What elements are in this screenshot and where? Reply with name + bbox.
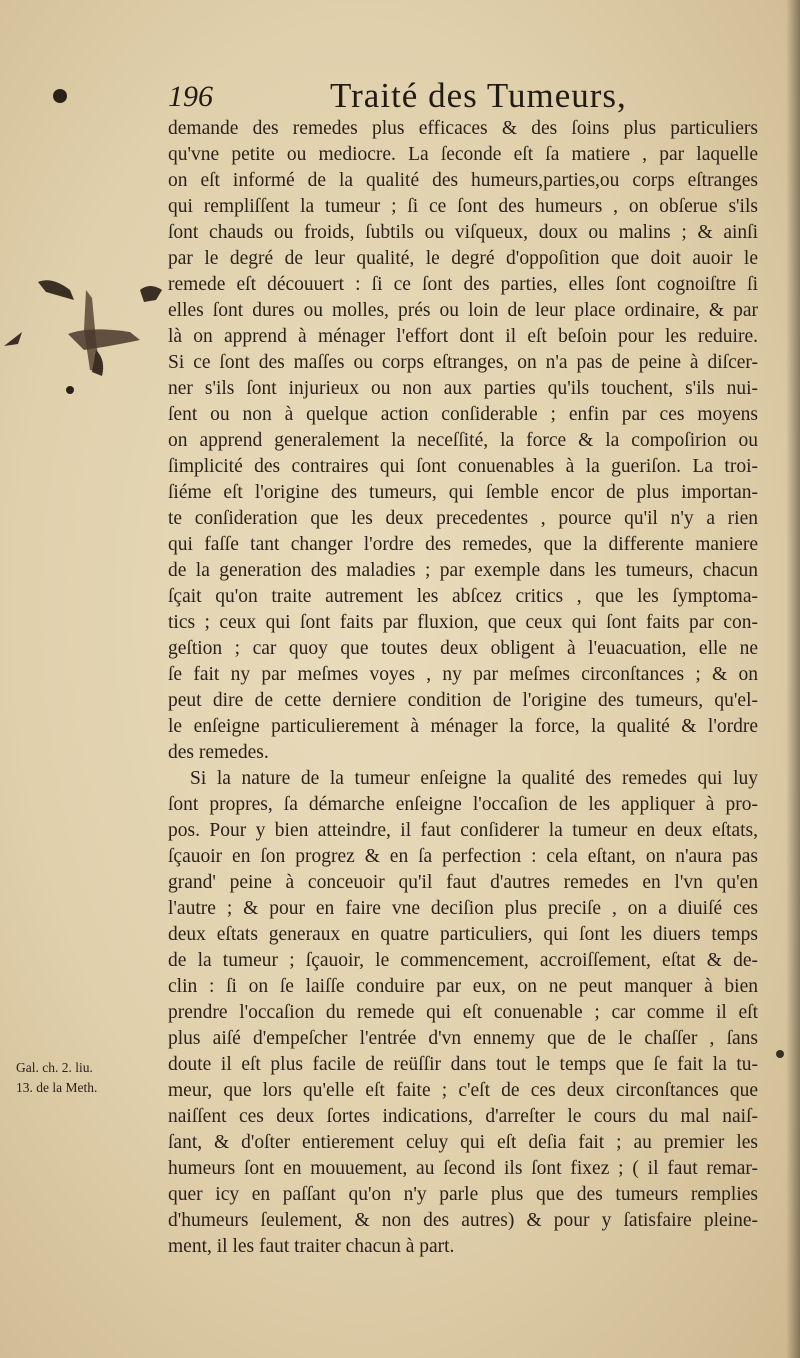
text-line: prendre l'occaſion du remede qui eſt conuenable ; car comme il eſt	[168, 1002, 758, 1023]
text-line: pos. Pour y bien atteindre, il faut conſiderer la tumeur en deux eſtats,	[168, 820, 758, 841]
text-line: ſçauoir en ſon progrez & en ſa perfection : cela eſtant, on n'aura pas	[168, 846, 758, 867]
text-line: ſimplicité des contraires qui ſont conuenables à la gueriſon. La troi-	[168, 456, 758, 477]
body-text	[168, 116, 758, 1260]
text-line: grand' peine à conceuoir qu'il faut d'autres remedes en l'vn qu'en	[168, 872, 758, 893]
text-line: ſçait qu'on traite autrement les abſcez critics , que les ſymptoma-	[168, 586, 758, 607]
margin-note	[16, 1058, 156, 1098]
text-line: remede eſt découuert : ſi ce ſont des parties, elles ſont cognoiſtre ſi	[168, 274, 758, 295]
paragraph-start-line: Si la nature de la tumeur enſeigne la qualité des remedes qui luy	[190, 768, 758, 789]
text-line: ſiéme eſt l'origine des tumeurs, qui ſemble encor de plus importan-	[168, 482, 758, 503]
text-line: qui rempliſſent la tumeur ; ſi ce ſont des humeurs , on obſerue s'ils	[168, 196, 758, 217]
text-line: tics ; ceux qui ſont faits par fluxion, que ceux qui ſont faits par con-	[168, 612, 758, 633]
text-line: quer icy en paſſant qu'on n'y parle plus que des tumeurs remplies	[168, 1184, 758, 1205]
text-line: humeurs ſont en mouuement, au ſecond ils ſont fixez ; ( il faut remar-	[168, 1158, 758, 1179]
text-line: ner s'ils ſont injurieux ou non aux parties qu'ils touchent, s'ils nui-	[168, 378, 758, 399]
running-title: Traité des Tumeurs,	[330, 76, 627, 115]
text-line: meur, que lors qu'elle eſt faite ; c'eſt de ces deux circonſtances que	[168, 1080, 758, 1101]
text-line: peut dire de cette derniere condition de l'origine des tumeurs, qu'el-	[168, 690, 758, 711]
margin-note-line: Gal. ch. 2. liu.	[16, 1060, 93, 1075]
text-line: ſent ou non à quelque action conſiderable ; enfin par ces moyens	[168, 404, 758, 425]
text-line: on apprend generalement la neceſſité, la force & la compoſirion ou	[168, 430, 758, 451]
text-line: naiſſent ces deux ſortes indications, d'arreſter le cours du mal naiſ-	[168, 1106, 758, 1127]
text-line: clin : ſi on ſe laiſſe conduire par eux, on ne peut manquer à bien	[168, 976, 758, 997]
text-line: là on apprend à ménager l'effort dont il eſt beſoin pour les reduire.	[168, 326, 758, 347]
text-line: par le degré de leur qualité, le degré d'oppoſition que doit auoir le	[168, 248, 758, 269]
text-line: ſont chauds ou froids, ſubtils ou viſqueux, doux ou malins ; & ainſi	[168, 222, 758, 243]
text-line: le enſeigne particulierement à ménager la force, la qualité & l'ordre	[168, 716, 758, 737]
text-line: on eſt informé de la qualité des humeurs,parties,ou corps eſtranges	[168, 170, 758, 191]
text-line: ſant, & d'oſter entierement celuy qui eſt deſia fait ; au premier les	[168, 1132, 758, 1153]
text-line: doute il eſt plus facile de reüſſir dans tout le temps que ſe fait la tu-	[168, 1054, 758, 1075]
text-line: des remedes.	[168, 742, 269, 763]
text-line: ſe fait ny par meſmes voyes , ny par meſmes circonſtances ; & on	[168, 664, 758, 685]
text-line: l'autre ; & pour en faire vne deciſion plus preciſe , on a diuiſé ces	[168, 898, 758, 919]
text-line: plus aiſé d'empeſcher l'entrée d'vn ennemy que de le chaſſer , ſans	[168, 1028, 758, 1049]
text-line: elles ſont dures ou molles, prés ou loin de leur place ordinaire, & par	[168, 300, 758, 321]
text-line: d'humeurs ſeulement, & non des autres) & pour y ſatisfaire pleine-	[168, 1210, 758, 1231]
page-number: 196	[168, 80, 213, 113]
text-line: de la tumeur ; ſçauoir, le commencement, accroiſſement, eſtat & de-	[168, 950, 758, 971]
text-line: ſont propres, ſa démarche enſeigne l'occaſion de les appliquer à pro-	[168, 794, 758, 815]
text-line: qui faſſe tant changer l'ordre des remedes, que la differente maniere	[168, 534, 758, 555]
text-line: geſtion ; car quoy que toutes deux obligent à l'euacuation, elle ne	[168, 638, 758, 659]
text-line: te conſideration que les deux precedentes , pource qu'il n'y a rien	[168, 508, 758, 529]
margin-note-line: 13. de la Meth.	[16, 1080, 98, 1095]
text-line: deux eſtats generaux en quatre particuliers, qui ſont les diuers temps	[168, 924, 758, 945]
text-line: ment, il les faut traiter chacun à part.	[168, 1236, 455, 1257]
text-line: Si ce ſont des maſſes ou corps eſtranges, on n'a pas de peine à diſcer-	[168, 352, 758, 373]
text-line: demande des remedes plus efficaces & des ſoins plus particuliers	[168, 118, 758, 139]
text-line: qu'vne petite ou mediocre. La ſeconde eſt ſa matiere , par laquelle	[168, 144, 758, 165]
text-line: de la generation des maladies ; par exemple dans les tumeurs, chacun	[168, 560, 758, 581]
